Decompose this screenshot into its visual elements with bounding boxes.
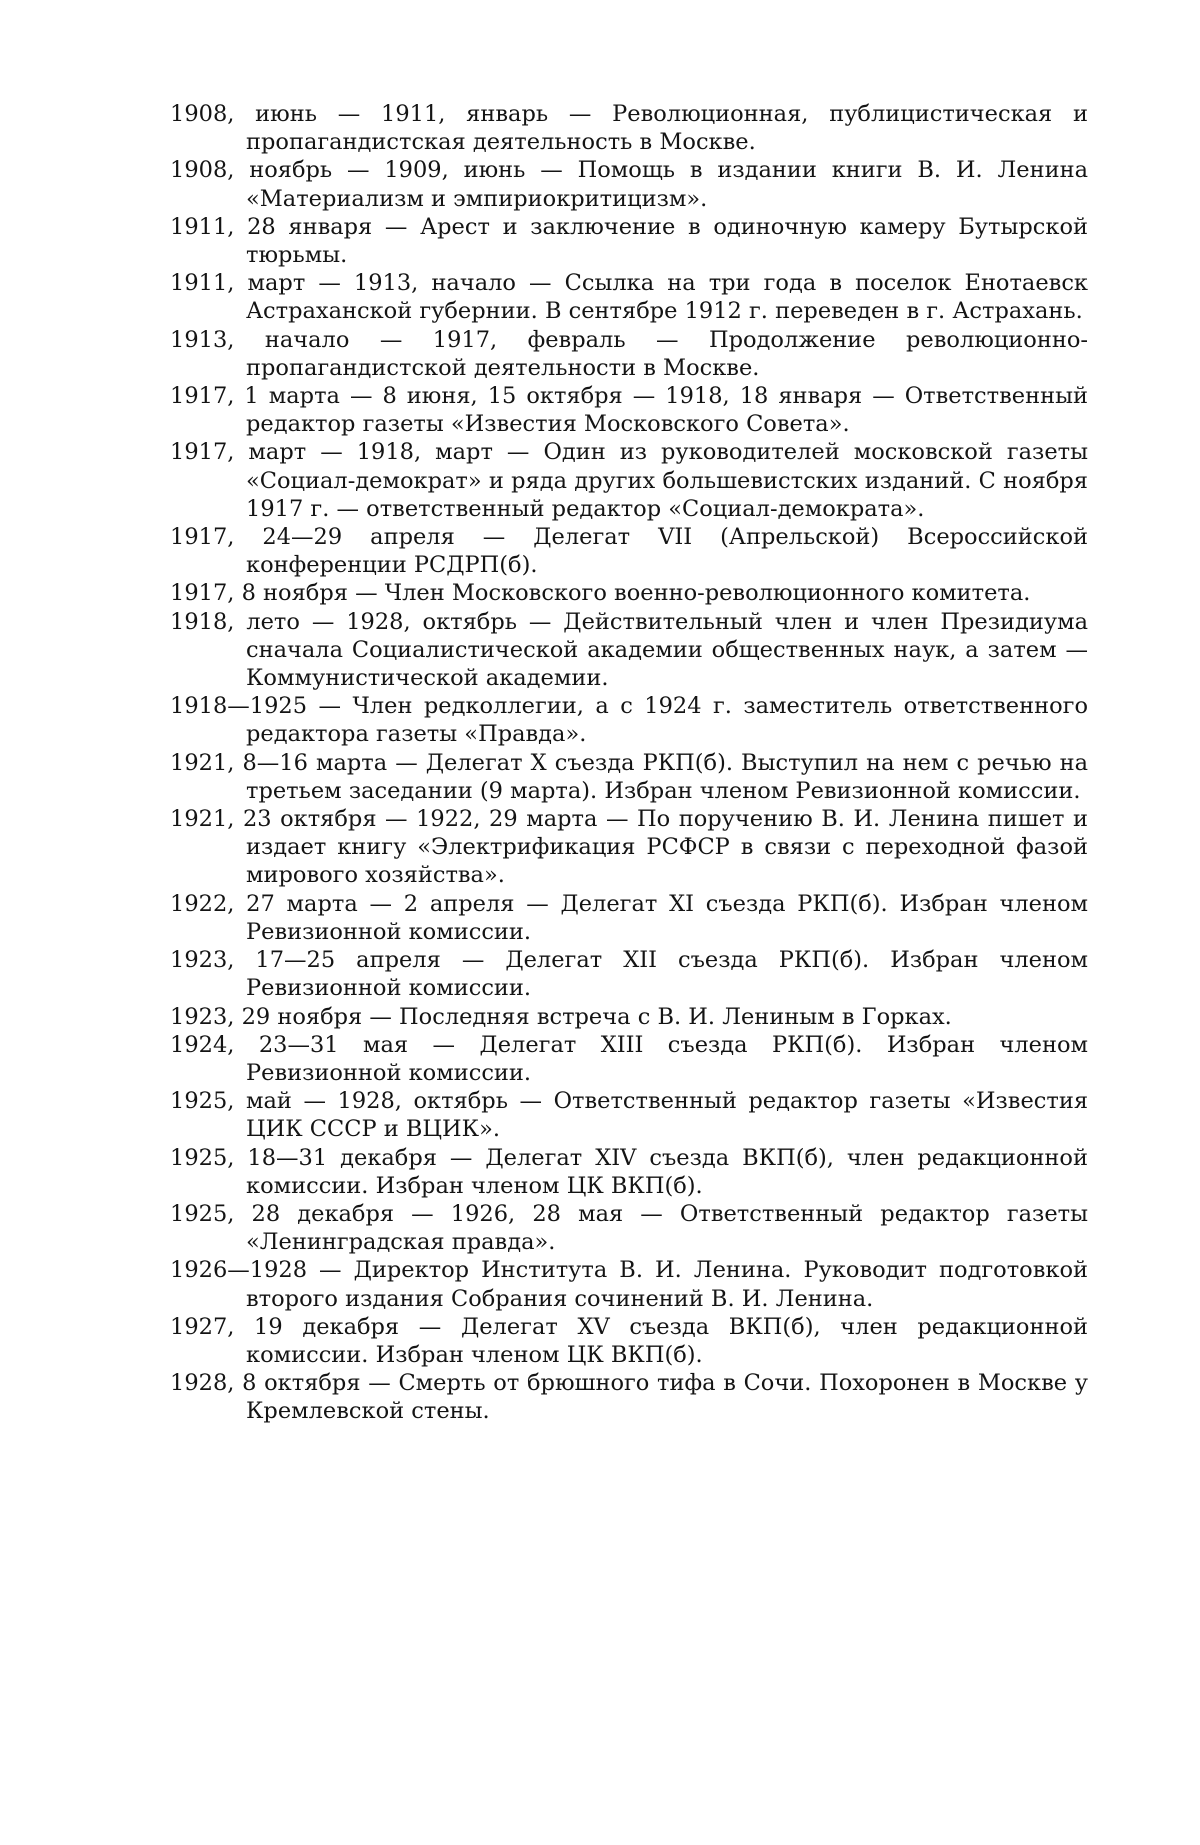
entry-text: Один из руководителей московской газеты «Социал-демократ» и ряда других большевистских изданий. С ноября 1917 г. — ответственный редактор «Социал-демократа». [246,439,1088,522]
entry-date: 1925, 18—31 декабря [170,1144,437,1171]
entry-date: 1923, 29 ноября [170,1003,363,1030]
entry-text: Делегат X съезда РКП(б). Выступил на нем с речью на третьем заседании (9 марта). Избран членом Ревизионной комиссии. [246,749,1089,804]
entry-date: 1908, июнь — 1911, январь [170,101,549,127]
chronology-entry: 1908, июнь — 1911, январь — Революционная, публицистическая и пропагандистская деятельность в Москве. [170,101,1088,156]
entry-date: 1911, 28 января [170,213,373,240]
chronology-entry: 1928, 8 октября — Смерть от брюшного тифа в Сочи. Похоронен в Москве у Кремлевской стены. [170,1370,1088,1425]
entry-text: Последняя встреча с В. И. Лениным в Горках. [399,1003,952,1030]
chronology-entry: 1917, 24—29 апреля — Делегат VII (Апрельской) Всероссийской конференции РСДРП(б). [170,524,1088,579]
chronology-entry: 1921, 23 октября — 1922, 29 марта — По поручению В. И. Ленина пишет и издает книгу «Электрификация РСФСР в связи с переходной фазой мирового хозяйства». [170,806,1088,889]
entry-text: Ссылка на три года в поселок Енотаевск Астраханской губернии. В сентябре 1912 г. переведен в г. Астрахань. [246,270,1088,325]
entry-text: Член редколлегии, а с 1924 г. заместитель ответственного редактора газеты «Правда». [246,693,1088,748]
chronology-entry: 1911, март — 1913, начало — Ссылка на три года в поселок Енотаевск Астраханской губернии. В сентябре 1912 г. переведен в г. Астрахань. [170,270,1088,325]
entry-date: 1924, 23—31 мая [170,1031,409,1058]
entry-text: Делегат XII съезда РКП(б). Избран членом Ревизионной комиссии. [246,947,1088,1002]
chronology-entry: 1917, 8 ноября — Член Московского военно-революционного комитета. [170,580,1031,607]
entry-text: По поручению В. И. Ленина пишет и издает книгу «Электрификация РСФСР в связи с переходной фазой мирового хозяйства». [246,806,1088,889]
chronology-entry: 1911, 28 января — Арест и заключение в одиночную камеру Бутырской тюрьмы. [170,213,1089,269]
entry-text: Смерть от брюшного тифа в Сочи. Похоронен в Москве у Кремлевской стены. [246,1370,1088,1425]
chronology-entry: 1917, март — 1918, март — Один из руководителей московской газеты «Социал-демократ» и ряда других большевистских изданий. С ноября 1917 г. — ответственный редактор «Социал-демократа». [170,439,1088,522]
entry-date: 1925, 28 декабря — 1926, 28 мая [170,1200,624,1227]
chronology-entry: 1927, 19 декабря — Делегат XV съезда ВКП(б), член редакционной комиссии. Избран членом ЦК ВКП(б). [170,1313,1089,1368]
entry-date: 1927, 19 декабря [170,1313,400,1340]
entry-date: 1928, 8 октября [170,1370,361,1397]
chronology-entry: 1923, 29 ноября — Последняя встреча с В. И. Лениным в Горках. [170,1003,952,1030]
entry-date: 1917, 24—29 апреля [170,524,455,551]
entry-text: Делегат VII (Апрельской) Всероссийской конференции РСДРП(б). [246,524,1088,579]
entry-text: Делегат XIII съезда РКП(б). Избран членом Ревизионной комиссии. [246,1031,1089,1086]
entry-text: Ответственный редактор газеты «Известия ЦИК СССР и ВЦИК». [246,1088,1089,1143]
entry-text: Делегат XIV съезда ВКП(б), член редакционной комиссии. Избран членом ЦК ВКП(б). [246,1144,1088,1199]
chronology-entry: 1921, 8—16 марта — Делегат X съезда РКП(б). Выступил на нем с речью на третьем заседании (9 марта). Избран членом Ревизионной комиссии. [170,749,1089,804]
chronology-entry: 1918—1925 — Член редколлегии, а с 1924 г. заместитель ответственного редактора газеты «Правда». [170,693,1088,748]
entry-date: 1925, май — 1928, октябрь [170,1088,508,1115]
chronology-entry: 1922, 27 марта — 2 апреля — Делегат XI съезда РКП(б). Избран членом Ревизионной комиссии. [170,890,1088,945]
chronology-entry: 1925, 28 декабря — 1926, 28 мая — Ответственный редактор газеты «Ленинградская правда». [170,1200,1088,1256]
entry-date: 1911, март — 1913, начало [170,270,516,297]
entry-date: 1908, ноябрь — 1909, июнь [170,157,526,184]
entry-date: 1918—1925 [170,693,308,720]
entry-text: Член Московского военно-революционного комитета. [384,580,1031,607]
entry-text: Революционная, публицистическая и пропагандистская деятельность в Москве. [246,101,1088,156]
entry-date: 1921, 23 октября — 1922, 29 марта [170,806,598,833]
entry-date: 1913, начало — 1917, февраль [170,326,626,353]
entry-date: 1917, март — 1918, март [170,439,493,466]
entry-text: Директор Института В. И. Ленина. Руководит подготовкой второго издания Собрания сочинений В. И. Ленина. [246,1257,1088,1312]
entry-date: 1923, 17—25 апреля [170,947,441,974]
chronology-entry: 1918, лето — 1928, октябрь — Действительный член и член Президиума сначала Социалистической академии общественных наук, а затем — Коммунистической академии. [170,608,1088,692]
entry-date: 1917, 1 марта — 8 июня, 15 октября — 1918, 18 января [170,383,863,410]
entry-text: Делегат XV съезда ВКП(б), член редакционной комиссии. Избран членом ЦК ВКП(б). [246,1313,1089,1368]
chronology-entry: 1923, 17—25 апреля — Делегат XII съезда РКП(б). Избран членом Ревизионной комиссии. [170,947,1088,1002]
chronology-page [170,100,1088,1426]
entry-text: Делегат XI съезда РКП(б). Избран членом Ревизионной комиссии. [246,890,1088,945]
entry-text: Помощь в издании книги В. И. Ленина «Материализм и эмпириокритицизм». [246,157,1088,212]
entry-text: Ответственный редактор газеты «Известия Московского Совета». [246,383,1088,438]
entry-date: 1922, 27 марта — 2 апреля [170,890,515,917]
chronology-entry: 1925, май — 1928, октябрь — Ответственный редактор газеты «Известия ЦИК СССР и ВЦИК». [170,1088,1089,1143]
entry-text: Арест и заключение в одиночную камеру Бутырской тюрьмы. [246,213,1089,269]
entry-text: Продолжение революционно-пропагандистской деятельности в Москве. [246,326,1088,381]
chronology-entry: 1925, 18—31 декабря — Делегат XIV съезда ВКП(б), член редакционной комиссии. Избран членом ЦК ВКП(б). [170,1144,1088,1199]
chronology-entry: 1924, 23—31 мая — Делегат XIII съезда РКП(б). Избран членом Ревизионной комиссии. [170,1031,1089,1086]
entry-date: 1921, 8—16 марта [170,749,388,776]
chronology-entry: 1913, начало — 1917, февраль — Продолжение революционно-пропагандистской деятельности в Москве. [170,326,1088,381]
entry-date: 1918, лето — 1928, октябрь [170,608,517,635]
entry-date: 1917, 8 ноября [170,580,348,607]
chronology-entry: 1908, ноябрь — 1909, июнь — Помощь в издании книги В. И. Ленина «Материализм и эмпириокритицизм». [170,157,1088,212]
chronology-entry: 1926—1928 — Директор Института В. И. Ленина. Руководит подготовкой второго издания Собрания сочинений В. И. Ленина. [170,1257,1088,1312]
entry-text: Действительный член и член Президиума сначала Социалистической академии общественных наук, а затем — Коммунистической академии. [246,608,1088,692]
chronology-entry: 1917, 1 марта — 8 июня, 15 октября — 1918, 18 января — Ответственный редактор газеты «Известия Московского Совета». [170,383,1088,438]
entry-date: 1926—1928 [170,1257,308,1284]
entry-text: Ответственный редактор газеты «Ленинградская правда». [246,1200,1088,1256]
